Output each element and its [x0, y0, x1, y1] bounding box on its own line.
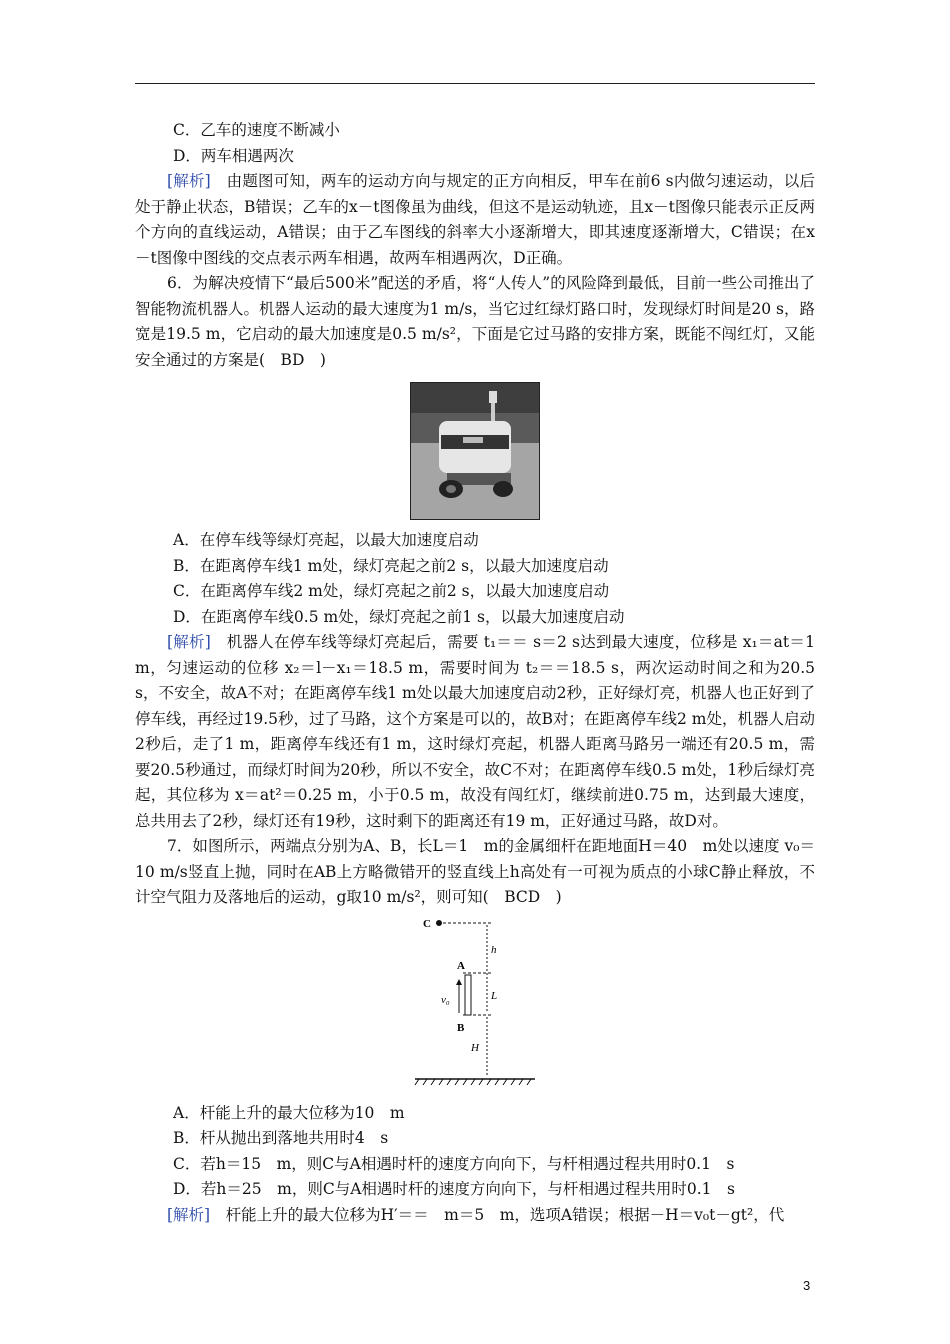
label-c: C [423, 917, 431, 930]
diagram-svg [405, 915, 545, 1095]
label-l: L [491, 989, 498, 1002]
q6-stem: 6．为解决疫情下“最后500米”配送的矛盾，将“人传人”的风险降到最低，目前一些公司推出了智能物流机器人。机器人运动的最大速度为1 m/s，当它过红绿灯路口时，发现绿灯时间是20 s，路宽是19.5 m，它启动的最大加速度是0.5 m/s²，下面是它过马路的安排方案，既能不闯红灯，又能安全通过的方案是( BD ) [135, 274, 815, 369]
analysis-tag: [解析] [167, 1205, 211, 1224]
q6-option-b: B．在距离停车线1 m处，绿灯亮起之前2 s，以最大加速度启动 [173, 556, 609, 575]
q5-analysis [135, 169, 815, 271]
ground-hatch [415, 1079, 531, 1085]
label-v0: v₀ [441, 993, 450, 1006]
analysis-tag: [解析] [167, 172, 211, 190]
document-body [135, 118, 815, 1228]
q6-analysis [135, 630, 815, 834]
q6-analysis-text: 机器人在停车线等绿灯亮起后，需要 t₁＝＝ s＝2 s达到最大速度，位移是 x₁＝at＝1 m，匀速运动的位移 x₂＝l－x₁＝18.5 m，需要时间为 t₂＝＝18.5 s，两次运动时间之和为20.5 s，不安全，故A不对；在距离停车线1 m处以最大加速度启动2秒，正好绿灯亮，机器人也正好到了停车线，再经过19.5秒，过了马路，这个方案是可以的，故B对；在距离停车线2 m处，机器人启动2秒后，走了1 m，距离停车线还有1 m，这时绿灯亮起，机器人距离马路另一端还有20.5 m，需要20.5秒通过，而绿灯时间为20秒，所以不安全，故C不对；在距离停车线0.5 m处，1秒后绿灯亮起，其位移为 x＝at²＝0.25 m，小于0.5 m，故没有闯红灯，继续前进0.75 m，达到最大速度，总共用去了2秒，绿灯还有19秒，这时剩下的距离还有19 m，正好通过马路，故D对。 [135, 633, 815, 830]
analysis-tag: [解析] [167, 633, 211, 651]
q6-option-d: D．在距离停车线0.5 m处，绿灯亮起之前1 s，以最大加速度启动 [173, 607, 625, 626]
robot-illustration [411, 383, 539, 519]
q5-option-c: C．乙车的速度不断减小 [173, 121, 340, 139]
label-b: B [457, 1021, 465, 1034]
label-h: h [491, 943, 497, 956]
q6-option-c: C．在距离停车线2 m处，绿灯亮起之前2 s，以最大加速度启动 [173, 582, 610, 600]
q7-stem: 7．如图所示，两端点分别为A、B，长L＝1 m的金属细杆在距地面H＝40 m处以速度 v₀＝10 m/s竖直上抛，同时在AB上方略微错开的竖直线上h高处有一可视为质点的小球C静止释放，不计空气阻力及落地后的运动，g取10 m/s²，则可知( BCD ) [135, 837, 815, 906]
delivery-robot-photo [410, 382, 540, 520]
page-number: 3 [803, 1278, 811, 1293]
ball-c [436, 920, 442, 926]
q5-option-d: D．两车相遇两次 [173, 146, 294, 165]
q7-analysis-text: 杆能上升的最大位移为H′＝＝ m＝5 m，选项A错误；根据－H＝v₀t－gt²，代 [225, 1205, 785, 1224]
q6-option-a: A．在停车线等绿灯亮起，以最大加速度启动 [173, 531, 479, 549]
v0-arrowhead [456, 979, 462, 985]
q7-analysis [135, 1203, 815, 1229]
header-rule [135, 83, 815, 84]
q7-option-c: C．若h＝15 m，则C与A相遇时杆的速度方向向下，与杆相遇过程共用时0.1 s [173, 1154, 735, 1173]
label-a: A [457, 959, 465, 972]
q7-option-a: A．杆能上升的最大位移为10 m [173, 1103, 405, 1122]
q7-option-b: B．杆从抛出到落地共用时4 s [173, 1129, 389, 1147]
q7-option-d: D．若h＝25 m，则C与A相遇时杆的速度方向向下，与杆相遇过程共用时0.1 s [173, 1180, 735, 1198]
q5-analysis-text: 由题图可知，两车的运动方向与规定的正方向相反，甲车在前6 s内做匀速运动，以后处于静止状态，B错误；乙车的x－t图像虽为曲线，但这不是运动轨迹，且x－t图像只能表示正反两个方向的直线运动，A错误；由于乙车图线的斜率大小逐渐增大，即其速度逐渐增大，C错误；在x－t图像中图线的交点表示两车相遇，故两车相遇两次，D正确。 [135, 172, 815, 267]
label-big-h: H [471, 1041, 479, 1054]
rod-ab [465, 975, 471, 1015]
rod-ball-diagram [405, 915, 545, 1095]
